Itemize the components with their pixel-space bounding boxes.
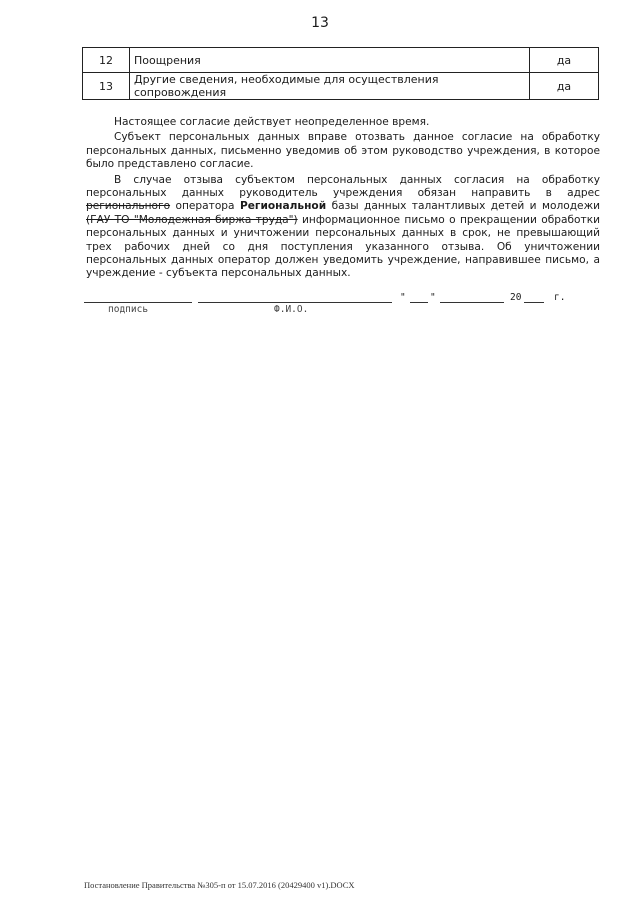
row-value: да [530, 48, 599, 73]
row-label: Другие сведения, необходимые для осуществления сопровождения [130, 73, 530, 100]
signature-label: подпись [108, 304, 149, 315]
month-line [440, 302, 504, 303]
text-segment: оператора [170, 200, 240, 213]
row-number: 12 [83, 48, 130, 73]
table-row [83, 48, 599, 73]
year-prefix: 20 [510, 292, 522, 303]
struck-text: (ГАУ ТО "Молодежная биржа труда") [86, 213, 298, 226]
year-line [524, 302, 544, 303]
consent-table [82, 47, 599, 100]
document-body [86, 116, 600, 283]
struck-text: регионального [86, 200, 171, 213]
text-segment: В случае отзыва субъектом персональных данных согласия на обработку персональных данных руководитель учреждения обязан направить в адрес [86, 173, 600, 200]
paragraph-validity: Настоящее согласие действует неопределенное время. [114, 116, 430, 128]
quote-close: " [430, 292, 436, 303]
paragraph-withdrawal-right: Субъект персональных данных вправе отозвать данное согласие на обработку персональных данных, письменно уведомив об этом руководство учреждения, в которое было представлено согласие. [86, 131, 600, 171]
row-number: 13 [83, 73, 130, 100]
bold-text: Региональной [239, 200, 327, 213]
document-footer: Постановление Правительства №305-п от 15.07.2016 (20429400 v1).DOCX [84, 880, 355, 890]
text-segment: информационное письмо о прекращении обработки персональных данных и уничтожении персональных данных в срок, не превышающий трех рабочих дней со дня поступления указанного отзыва. Об уничтожении персональных данных оператор должен уведомить учреждение, направившее письмо, а учреждение - субъекта персональных данных. [86, 213, 600, 280]
paragraph-withdrawal-procedure [86, 174, 600, 281]
row-value: да [530, 73, 599, 100]
name-line [198, 302, 392, 303]
signature-block [84, 292, 584, 318]
row-label: Поощрения [130, 48, 530, 73]
year-suffix: г. [554, 292, 566, 303]
name-label: Ф.И.О. [274, 304, 309, 315]
page-number: 13 [311, 15, 329, 31]
day-line [410, 302, 428, 303]
table-row [83, 73, 599, 100]
text-segment: базы данных талантливых детей и молодежи [326, 200, 601, 213]
quote-open: " [400, 292, 406, 303]
signature-line [84, 302, 192, 303]
